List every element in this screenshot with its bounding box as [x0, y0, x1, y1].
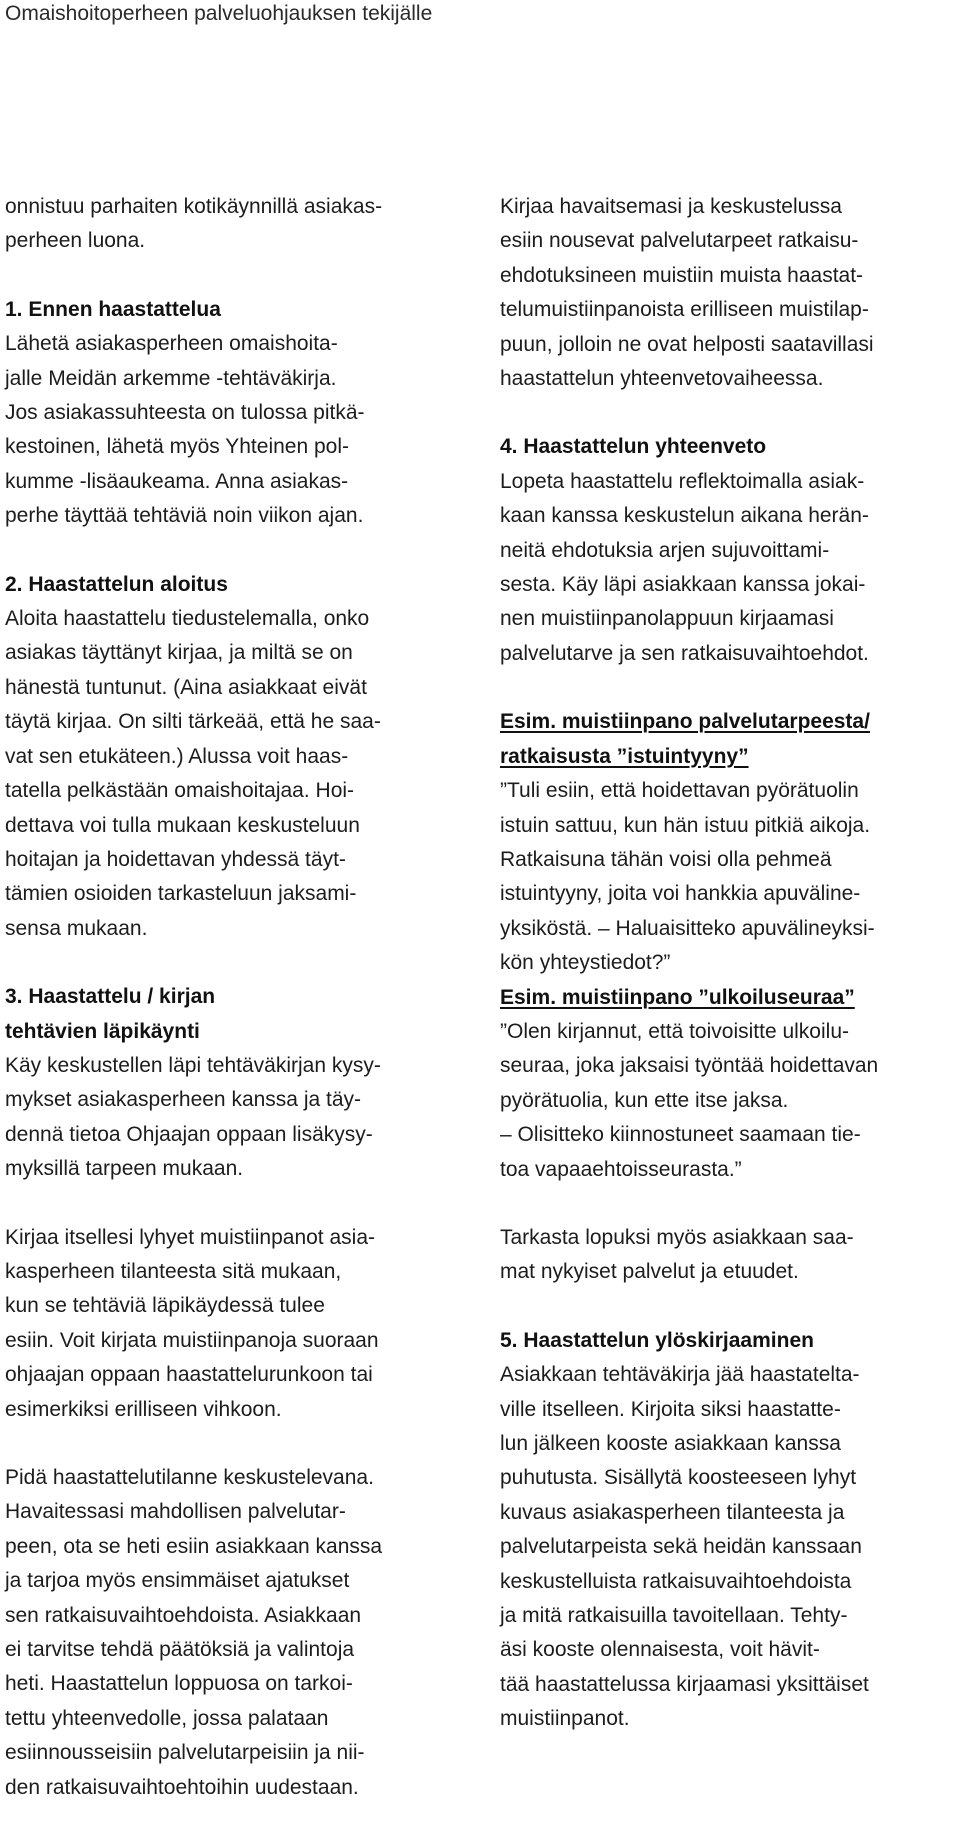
- section-heading: 5. Haastattelun ylöskirjaaminen: [500, 1328, 814, 1352]
- text-line: sesta. Käy läpi asiakkaan kanssa jokai-: [500, 573, 866, 597]
- paragraph: [5, 1221, 450, 1427]
- text-line: keskustelluista ratkaisuvaihtoehdoista: [500, 1569, 852, 1593]
- text-line: myksillä tarpeen mukaan.: [5, 1157, 244, 1181]
- text-line: äsi kooste olennaisesta, voit hävit-: [500, 1638, 820, 1662]
- text-line: ville itselleen. Kirjoita siksi haastatte-: [500, 1397, 841, 1421]
- text-line: puun, jolloin ne ovat helposti saatavillasi: [500, 332, 874, 356]
- text-line: lun jälkeen kooste asiakkaan kanssa: [500, 1432, 841, 1455]
- text-line: Kirjaa havaitsemasi ja keskustelussa: [500, 195, 842, 218]
- text-line: haastattelun yhteenvetovaiheessa.: [500, 367, 824, 391]
- text-line: Lopeta haastattelu reflektoimalla asiak-: [500, 469, 865, 493]
- text-line: muistiinpanot.: [500, 1707, 630, 1731]
- text-line: hänestä tuntunut. (Aina asiakkaat eivät: [5, 675, 367, 699]
- text-line: hoitajan ja hoidettavan yhdessä täyt-: [5, 847, 346, 871]
- text-line: neitä ehdotuksia arjen sujuvoittami-: [500, 538, 830, 562]
- section-4: [500, 430, 945, 671]
- text-line: Tarkasta lopuksi myös asiakkaan saa-: [500, 1225, 854, 1249]
- paragraph: [5, 1461, 450, 1805]
- section-heading: tehtävien läpikäynti: [5, 1019, 200, 1043]
- section-1: [5, 293, 450, 534]
- text-line: ei tarvitse tehdä päätöksiä ja valintoja: [5, 1638, 355, 1662]
- text-line: esiin nousevat palvelutarpeet ratkaisu-: [500, 229, 859, 253]
- text-line: perhe täyttää tehtäviä noin viikon ajan.: [5, 504, 364, 528]
- text-line: tatella pelkästään omaishoitajaa. Hoi-: [5, 779, 355, 803]
- text-line: tämien osioiden tarkasteluun jaksami-: [5, 882, 357, 906]
- section-3: [5, 980, 450, 1186]
- text-line: pyörätuolia, kun ette itse jaksa.: [500, 1088, 789, 1112]
- text-line: Ratkaisuna tähän voisi olla pehmeä: [500, 847, 832, 871]
- example-heading: ratkaisusta ”istuintyyny”: [500, 744, 749, 768]
- left-column: [5, 190, 450, 1805]
- paragraph: [5, 190, 450, 259]
- text-line: yksiköstä. – Haluaisitteko apuvälineyksi-: [500, 916, 875, 940]
- page-header: Omaishoitoperheen palveluohjauksen tekijälle: [5, 2, 433, 25]
- text-line: kuvaus asiakasperheen tilanteesta ja: [500, 1500, 845, 1524]
- text-line: – Olisitteko kiinnostuneet saamaan tie-: [500, 1123, 861, 1147]
- text-line: asiakas täyttänyt kirjaa, ja miltä se on: [5, 641, 353, 665]
- text-line: heti. Haastattelun loppuosa on tarkoi-: [5, 1672, 353, 1696]
- paragraph: [500, 1221, 945, 1290]
- example-heading: Esim. muistiinpano ”ulkoiluseuraa”: [500, 985, 855, 1009]
- text-line: Käy keskustellen läpi tehtäväkirjan kysy-: [5, 1053, 381, 1077]
- text-line: telumuistiinpanoista erilliseen muistilap-: [500, 298, 869, 322]
- text-line: kestoinen, lähetä myös Yhteinen pol-: [5, 435, 349, 459]
- section-heading: 3. Haastattelu / kirjan: [5, 985, 216, 1009]
- text-line: istuintyyny, joita voi hankkia apuväline-: [500, 882, 861, 906]
- examples-block: [500, 705, 945, 1187]
- text-line: vat sen etukäteen.) Alussa voit haas-: [5, 744, 349, 768]
- text-line: Kirjaa itsellesi lyhyet muistiinpanot asia-: [5, 1225, 375, 1249]
- text-line: kön yhteystiedot?”: [500, 951, 671, 975]
- section-5: [500, 1324, 945, 1737]
- text-line: ”Olen kirjannut, että toivoisitte ulkoilu-: [500, 1019, 849, 1043]
- text-line: istuin sattuu, kun hän istuu pitkiä aikoja.: [500, 813, 871, 837]
- text-line: perheen luona.: [5, 229, 146, 253]
- section-heading: 4. Haastattelun yhteenveto: [500, 435, 767, 459]
- text-line: palvelutarpeista sekä heidän kanssaan: [500, 1535, 862, 1559]
- text-line: jalle Meidän arkemme -tehtäväkirja.: [5, 366, 337, 390]
- text-line: peen, ota se heti esiin asiakkaan kanssa: [5, 1534, 383, 1558]
- text-line: kun se tehtäviä läpikäydessä tulee: [5, 1294, 325, 1318]
- text-line: Pidä haastattelutilanne keskustelevana.: [5, 1466, 374, 1489]
- text-line: sen ratkaisuvaihtoehdoista. Asiakkaan: [5, 1603, 362, 1627]
- text-line: Lähetä asiakasperheen omaishoita-: [5, 332, 338, 356]
- text-line: ehdotuksineen muistiin muista haastat-: [500, 263, 864, 287]
- section-heading: 2. Haastattelun aloitus: [5, 572, 228, 596]
- text-line: puhutusta. Sisällytä koosteeseen lyhyt: [500, 1466, 857, 1490]
- text-line: ja mitä ratkaisuilla tavoitellaan. Tehty-: [500, 1604, 848, 1628]
- text-line: kumme -lisäaukeama. Anna asiakas-: [5, 469, 349, 493]
- text-line: seuraa, joka jaksaisi työntää hoidettavan: [500, 1054, 879, 1078]
- text-line: tää haastattelussa kirjaamasi yksittäiset: [500, 1672, 869, 1696]
- text-line: mykset asiakasperheen kanssa ja täy-: [5, 1088, 362, 1112]
- text-line: esiin. Voit kirjata muistiinpanoja suoraan: [5, 1328, 379, 1352]
- text-line: toa vapaaehtoisseurasta.”: [500, 1157, 742, 1181]
- section-heading: 1. Ennen haastattelua: [5, 297, 221, 321]
- text-line: tettu yhteenvedolle, jossa palataan: [5, 1706, 329, 1730]
- text-line: esimerkiksi erilliseen vihkoon.: [5, 1397, 282, 1421]
- paragraph: [500, 190, 945, 396]
- text-line: dennä tietoa Ohjaajan oppaan lisäkysy-: [5, 1122, 373, 1146]
- text-line: esiinnousseisiin palvelutarpeisiin ja nii-: [5, 1741, 365, 1765]
- text-line: ”Tuli esiin, että hoidettavan pyörätuolin: [500, 779, 859, 803]
- text-line: kasperheen tilanteesta sitä mukaan,: [5, 1259, 342, 1283]
- text-line: Asiakkaan tehtäväkirja jää haastatelta-: [500, 1363, 860, 1387]
- text-line: palvelutarve ja sen ratkaisuvaihtoehdot.: [500, 641, 869, 665]
- text-line: dettava voi tulla mukaan keskusteluun: [5, 813, 360, 837]
- text-line: den ratkaisuvaihtoehtoihin uudestaan.: [5, 1775, 359, 1799]
- text-line: nen muistiinpanolappuun kirjaamasi: [500, 607, 834, 631]
- text-line: Aloita haastattelu tiedustelemalla, onko: [5, 607, 370, 631]
- text-line: mat nykyiset palvelut ja etuudet.: [500, 1260, 799, 1284]
- right-column: [500, 190, 945, 1737]
- text-line: täytä kirjaa. On silti tärkeää, että he saa-: [5, 710, 381, 734]
- text-line: Havaitessasi mahdollisen palvelutar-: [5, 1500, 346, 1524]
- text-line: ja tarjoa myös ensimmäiset ajatukset: [5, 1569, 350, 1593]
- text-line: ohjaajan oppaan haastattelurunkoon tai: [5, 1363, 373, 1387]
- text-line: Jos asiakassuhteesta on tulossa pitkä-: [5, 401, 365, 425]
- example-heading: Esim. muistiinpano palvelutarpeesta/: [500, 710, 870, 734]
- text-line: sensa mukaan.: [5, 916, 148, 940]
- text-line: onnistuu parhaiten kotikäynnillä asiakas-: [5, 195, 383, 218]
- section-2: [5, 568, 450, 946]
- text-line: kaan kanssa keskustelun aikana herän-: [500, 504, 869, 528]
